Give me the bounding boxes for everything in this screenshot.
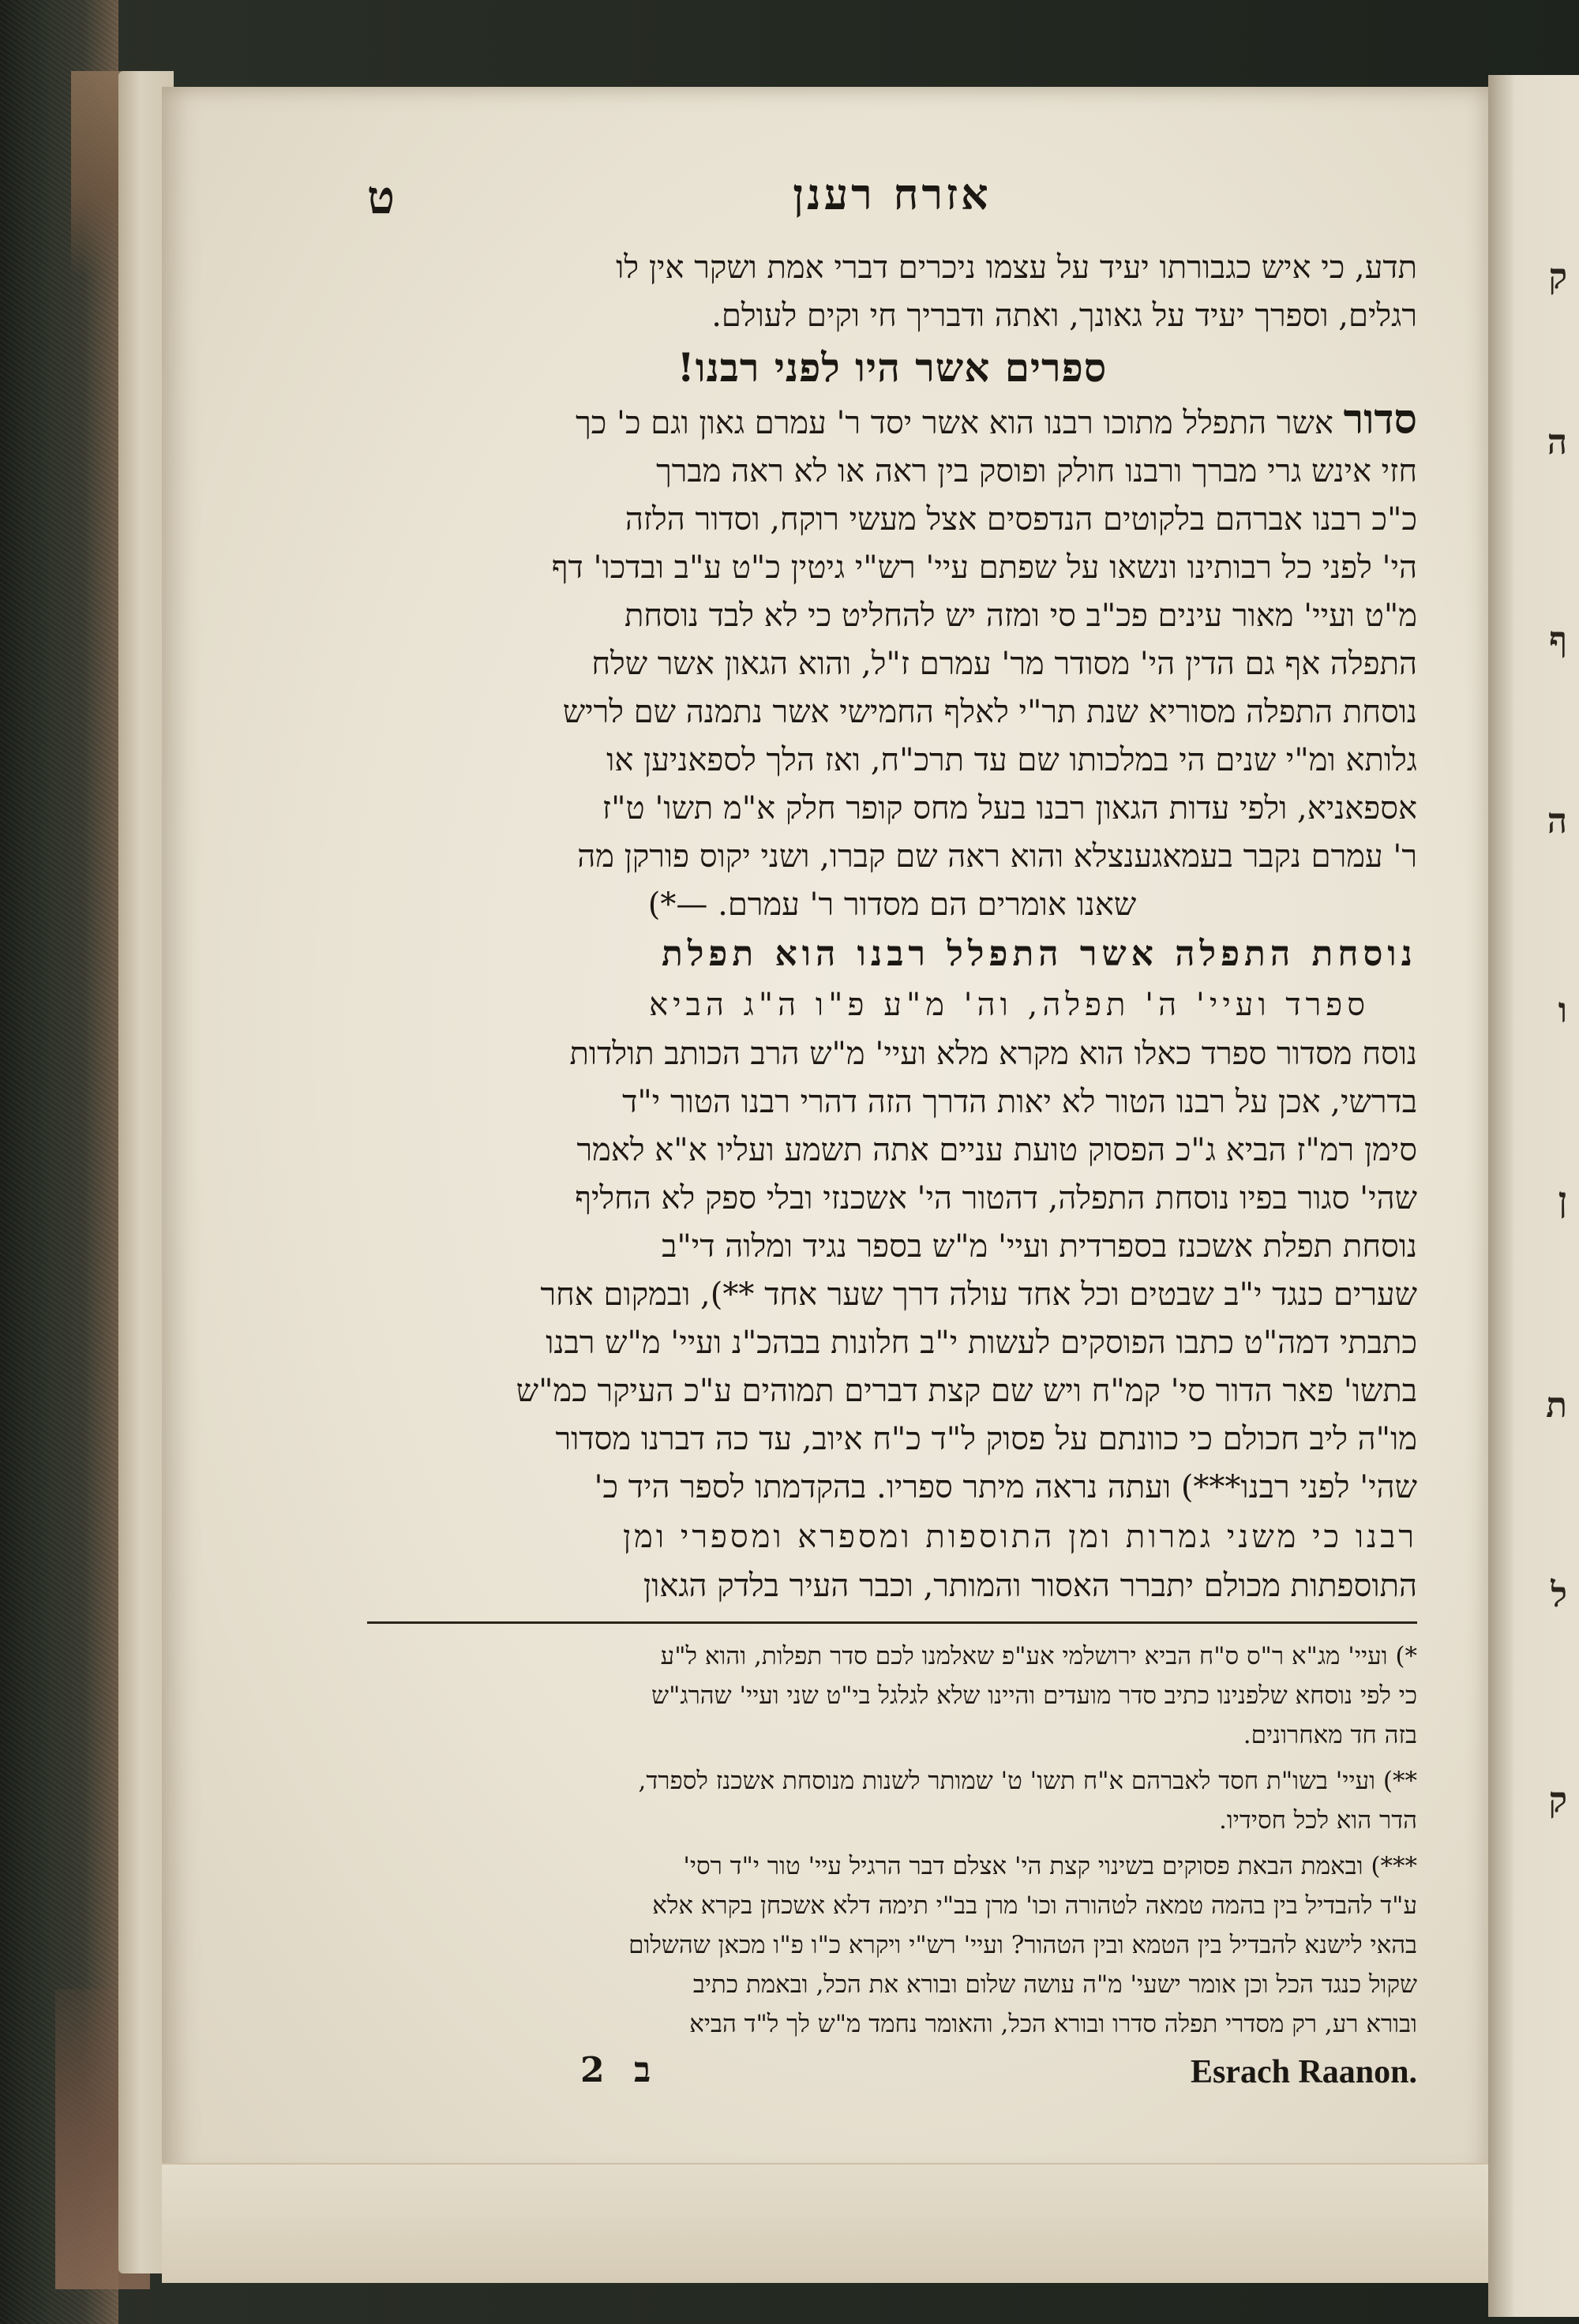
footnote-line: בהאי לישנא להבדיל בין הטמא ובין הטהור? ועיי' רש"י ויקרא כ"ו פ"ו מכאן שהשלום: [628, 1931, 1417, 1959]
neighbor-glyph: ף: [1549, 620, 1567, 660]
text-line: התוספתות מכולם יתברר האסור והמותר, וכבר העיר בלדק הגאון: [643, 1568, 1417, 1604]
footnote-line: ***) ובאמת הבאת פסוקים בשינוי קצת הי' אצלם דבר הרגיל עיי' טור י"ד רסי': [683, 1852, 1417, 1880]
footnote-divider: [367, 1621, 1417, 1624]
lead-word: סדור: [1343, 395, 1417, 444]
spaced-heading-line: נוסחת התפלה אשר התפלל רבנו הוא תפלת: [662, 934, 1417, 974]
spaced-subline: ספרד ועיי' ה' תפלה, וה' מ"ע פ"ו ה"ג הביא: [649, 987, 1370, 1023]
text-line: רבנו כי משני גמרות ומן התוספות ומספרא ומספרי ומן: [622, 1519, 1417, 1555]
footer-book-title: Esrach Raanon.: [1190, 2054, 1417, 2090]
page-text: [367, 166, 1417, 2108]
text-line: אספאניא, ולפי עדות הגאון רבנו בעל מחס קופר חלק א"מ תשו' ט"ז: [602, 790, 1417, 827]
neighbor-glyph: ה: [1547, 801, 1567, 842]
book-binding: [0, 0, 118, 2324]
neighbor-glyph: ן: [1558, 1180, 1567, 1220]
text-span: אשר התפלל מתוכו רבנו הוא אשר יסד ר' עמרם גאון וגם כ' כך: [576, 405, 1333, 441]
text-line: נוסח מסדור ספרד כאלו הוא מקרא מלא ועיי' מ"ש הרב הכותב תולדות: [569, 1036, 1417, 1072]
text-line: ר' עמרם נקבר בעמאגענצלא והוא ראה שם קברו, ושני יקוס פורקן מה: [577, 838, 1417, 875]
text-line: שאנו אומרים הם מסדור ר' עמרם. —*): [647, 886, 1137, 923]
text-line: [367, 395, 1417, 448]
text-line: מו"ה ליב חכולם כי כוונתם על פסוק ל"ד כ"ח איוב, עד כה דברנו מסדור: [555, 1421, 1417, 1457]
neighbor-glyph: ל: [1551, 1575, 1567, 1615]
neighbor-glyph: ק: [1548, 1780, 1567, 1820]
text-line: נוסחת תפלת אשכנז בספרדית ועיי' מ"ש בספר נגיד ומלוה די"ב: [662, 1228, 1417, 1265]
intro-paragraph: [367, 244, 1417, 340]
text-line: כתבתי דמה"ט כתבו הפוסקים לעשות י"ב חלונות בבהכ"נ ועיי' מ"ש רבנו: [546, 1325, 1417, 1361]
neighbor-page: [1488, 75, 1579, 2317]
running-title: אזרח רענן: [793, 169, 992, 219]
footnote: [367, 1636, 1417, 1755]
neighbor-glyph: ת: [1546, 1385, 1567, 1426]
footnote-line: כי לפי נוסחא שלפנינו כתיב סדר מועדים והיינו שלא לגלגל בי"ט שני ועיי' שהרג"ש: [651, 1681, 1417, 1710]
text-line: תדע, כי איש כגבורתו יעיד על עצמו ניכרים דברי אמת ושקר אין לו: [616, 249, 1417, 286]
section-heading: ספרים אשר היו לפני רבנו!: [677, 344, 1108, 391]
footnote-line: ובורא רע, רק מסדרי תפלה סדרו ובורא הכל, והאומר נחמד מ"ש לך ל"ד הביא: [689, 2010, 1417, 2038]
text-line: סימן רמ"ז הביא ג"כ הפסוק טועת עניים אתה תשמע ועליו א"א לאמר: [576, 1132, 1417, 1168]
text-line: רגלים, וספרך יעיד על גאונך, ואתה ודבריך חי וקים לעולם.: [711, 298, 1417, 334]
footnote-line: ע"ד להבדיל בין בהמה טמאה לטהורה וכו' מרן בב"י תימה דלא אשכחן בקרא אלא: [652, 1891, 1417, 1920]
footnote: [367, 1846, 1417, 2044]
footnote-line: **) ועיי' בשו"ת חסד לאברהם א"ח תשו' ט' שמותר לשנות מנוסחת אשכנז לספרד,: [638, 1767, 1417, 1795]
footnote-line: שקול כנגד הכל וכן אומר ישעי' מ"ה עושה שלום ובורא את הכל, ובאמת כתיב: [692, 1970, 1417, 1999]
text-line: גלותא ומ"י שנים הי במלכותו שם עד תרכ"ח, ואז הלך לספאניען או: [606, 742, 1417, 778]
text-line: הי' לפני כל רבותינו ונשאו על שפתם עיי' רש"י גיטין כ"ט ע"ב ובדכו' דף: [551, 549, 1417, 586]
text-line: כ"כ רבנו אברהם בלקוטים הנדפסים אצל מעשי רוקח, וסדור הלזה: [624, 501, 1417, 538]
neighbor-glyph: ק: [1548, 257, 1567, 297]
text-line: נוסחת התפלה מסוריא שנת תר"י לאלף החמישי אשר נתמנה שם לריש: [562, 694, 1417, 730]
text-line: התפלה אף גם הדין הי' מסודר מר' עמרם ז"ל, והוא הגאון אשר שלח: [591, 646, 1417, 682]
page-bottom-margin: [162, 2163, 1488, 2283]
signature-letter: ב: [633, 2050, 651, 2090]
signature-number: 2: [580, 2050, 605, 2090]
page-number: ט: [367, 171, 396, 224]
neighbor-glyph: ו: [1558, 991, 1567, 1031]
footnote: [367, 1761, 1417, 1840]
text-line: שערים כנגד י"ב שבטים וכל אחד עולה דרך שער אחד **), ובמקום אחר: [540, 1276, 1417, 1313]
neighbor-glyph: ה: [1547, 422, 1567, 463]
text-line: בדרשי, אכן על רבנו הטור לא יאות הדרך הזה דהרי רבנו הטור י"ד: [622, 1084, 1417, 1120]
nusach-paragraph: [367, 929, 1417, 1610]
text-line: מ"ט ועיי' מאור עינים פכ"ב סי ומזה יש להחליט כי לא לבד נוסחת: [624, 598, 1417, 634]
signature-mark: [580, 2050, 668, 2090]
text-line: שהי' לפני רבנו***) ועתה נראה מיתר ספריו. בהקדמתו לספר היד כ': [594, 1469, 1417, 1505]
text-line: חזי אינש גרי מברך ורבנו חולק ופוסק בין ראה או לא ראה מברך: [656, 453, 1417, 489]
footnote-line: *) ועיי' מג"א ר"ס ס"ח הביא ירושלמי אע"פ שאלמנו לכם סדר תפלות, והוא ל"ע: [660, 1642, 1417, 1670]
text-line: בתשו' פאר הדור סי' קמ"ח ויש שם קצת דברים תמוהים ע"כ העיקר כמ"ש: [516, 1373, 1417, 1409]
running-head: [367, 166, 1417, 241]
footnotes: [367, 1636, 1417, 2044]
page-footer: [367, 2050, 1417, 2108]
siddur-paragraph: [367, 395, 1417, 929]
footnote-line: הדר הוא לכל חסידיו.: [1219, 1806, 1417, 1835]
footnote-line: בזה חד מאחרונים.: [1243, 1721, 1417, 1749]
text-line: שהי' סגור בפיו נוסחת התפלה, דהטור הי' אשכנזי ובלי ספק לא החליף: [575, 1180, 1417, 1216]
